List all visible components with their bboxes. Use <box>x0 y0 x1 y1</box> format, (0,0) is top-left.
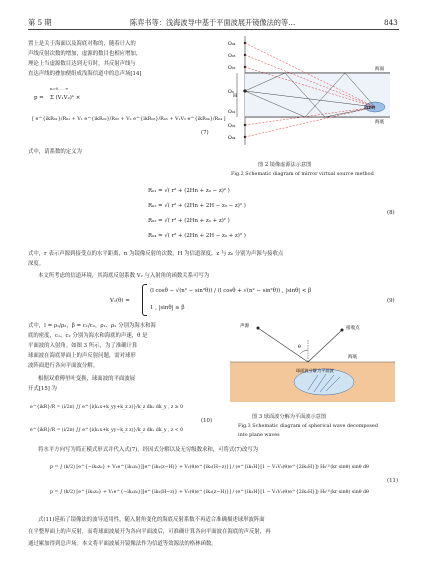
label-seabed: 海底 <box>348 355 358 360</box>
para-eq8-line-1: 式中，r 表示声源到接受点的水平距离，n 为镜像反射的次数，H 为信道深度，z 与 z₀ 分别为声源与接收点 <box>28 251 284 257</box>
para-after9-line-1: 式中，l = ρ₁/ρ₂，β = c₁/c₂，ρ₁、ρ₂ 分别为海水和海 <box>28 323 156 329</box>
label-o01: O₀₁ <box>228 110 236 115</box>
eq8-row-3: R₀₃ = √( r² + (2Hn + z₀ + z)² ) <box>148 218 230 224</box>
eq9-brace <box>142 284 147 316</box>
figure3-caption-cn: 图 3 球面波分解为平面波示意图 <box>252 414 327 420</box>
figure3-caption-en-1: Fig.3 Schematic diagram of spherical wave decomposed <box>238 423 378 429</box>
final-para-line-3: 通过累加得到总声场。本文将平面波展开镜像法作为信道等效源法的格林函数。 <box>28 541 217 547</box>
label-decomposition: 球面波分解为平面波 <box>296 368 334 373</box>
figure2-mirror-diagram <box>225 33 395 155</box>
running-title: 陈弈书等：浅海波导中基于平面波展开镜像法的等… <box>130 18 296 27</box>
intro-line-3: 理论上当虚源数目达到无穷时，其反射声线与 <box>28 61 136 67</box>
label-o0: O₀ <box>228 90 234 95</box>
eq7-bracket: [ e^{ikR₀₁}/R₀₁ + V₁ e^{ikR₀₂}/R₀₂ + V₂ e^{ikR₀₃}/R₀₃ + V₁V₂ e^{ikR₀₄}/R₀₄ ] <box>32 116 226 122</box>
para-after9-line-3: 平面波的入射角。如图 3 所示，为了准确计算 <box>28 343 138 349</box>
intro-line-1: 置上是关于海面以及海底对称的，随着计入的 <box>28 41 136 47</box>
eq8-number: (8) <box>387 210 395 216</box>
eq9-case-1: (l cosθ − √(n² − sin²θ)) / (l cosθ + √(n² − sin²θ)) , |sinθ| < β <box>150 288 312 294</box>
eq7-sum-limits: n=0 … ∞ <box>50 86 69 91</box>
intro-line-2: 声线反射次数的增加，虚源的数目也相应增加， <box>28 51 142 57</box>
para-fourier-line-2: 开式[15] 为 <box>28 386 57 392</box>
eq7-number: (7) <box>201 130 209 136</box>
eq9-number: (9) <box>387 298 395 304</box>
figure2-caption-en: Fig.2 Schematic diagram of mirror virtual source method <box>231 171 374 177</box>
label-o03: O₀₃ <box>228 54 236 59</box>
figure3-spherical-decomposition <box>230 320 395 408</box>
para-eq9-intro: 本文所考虑的信道环境，其海底反射系数 V₂ 与入射角的函数关系可写为 <box>38 273 210 279</box>
para-eq11: 将水平方向写为简正模式形式并代入式(7)，经因式分解以及无穷级数求和，可将式(7)改写为 <box>38 447 259 453</box>
label-h: H <box>233 94 238 99</box>
para-eq8-line-2: 深度。 <box>28 261 45 267</box>
eq10-row-1: e^{ikR}/R = (i/2π) ∫∫ e^{i(kₓx+k_yy+k_z z)}/k_z dkₓ dk_y , z ≥ 0 <box>30 405 184 410</box>
final-para-line-2: 在平整界面上的声反射，而将球面波展开为各向平面波后，可准确计算各向平面波在海底的声反射，再 <box>28 529 271 535</box>
intro-line-4: 直达声线的叠加便组成浅海信道中的总声场[14] <box>28 71 142 77</box>
label-o02: O₀₂ <box>228 66 236 71</box>
figure2-caption-cn: 图 2 镜像虚源法示意图 <box>258 162 312 168</box>
label-theta: θ <box>298 345 301 350</box>
label-sea-surface: 海面 <box>375 67 385 72</box>
eq9-lhs: V₁(θ) = <box>110 298 130 304</box>
eq10-number: (10) <box>201 418 213 424</box>
eq7-sum: Σ (V₁V₂)ⁿ × <box>50 95 81 101</box>
label-o04-mirror: O₀₄ <box>228 136 236 141</box>
label-source: 声源 <box>240 324 250 329</box>
eq11-number: (11) <box>387 478 399 484</box>
para-after9-line-2: 底的密度，c₁、c₂ 分别为海水和海底的声速，θ 是 <box>28 333 148 339</box>
eq7-followup: 式中，请系数的定义为 <box>28 149 82 155</box>
page-number: 843 <box>384 18 398 27</box>
final-para-line-1: 式(11)延拓了镜像法的波导适用性，随入射角变化的海底反射系数不再适合准确描述球形波阵面 <box>38 517 265 523</box>
eq10-row-2: e^{ikR}/R = (i/2π) ∫∫ e^{i(kₓx+k_yy−k_z z)}/k_z dkₓ dk_y , z < 0 <box>30 428 184 433</box>
figure3-caption-en-2: into plane waves <box>238 432 280 438</box>
label-receiver: P(r,z) <box>364 106 376 111</box>
eq8-row-4: R₀₄ = √( r² + (2Hn + 2H − z₀ + z)² ) <box>148 233 246 239</box>
para-after9-line-5: 波阵面进行各向平面波分解。 <box>28 363 99 369</box>
para-fourier-line-1: 根据双重傅里叶变换，球面波的平面波展 <box>38 376 136 382</box>
eq11-row-2: p = ∫ (k/2) [e^{ik₂z₀} + V₁e^{−ik₂z₀}][e^{ik₂(H−z)} + V₂(θ)e^{ik₂(z−H)}] / (e^{ik₂H}[1 − V₁V₂(θ)e^{2ik₂H}]) H₀⁽¹⁾(kr sinθ) sinθ dθ <box>50 490 369 495</box>
header-rule <box>28 29 399 30</box>
eq8-row-2: R₀₂ = √( r² + (2Hn + 2H − z₀ − z)² ) <box>148 203 246 209</box>
label-o04: O₀₄ <box>228 42 236 47</box>
eq8-row-1: R₀₁ = √( r² + (2Hn + z₀ − z)² ) <box>148 188 230 194</box>
journal-issue: 第 5 期 <box>28 18 52 27</box>
eq7-lead: p = <box>34 95 44 101</box>
eq11-row-1: p = ∫ (k/2) [e^{−ik₂z₀} + V₁e^{ik₂z₀}][e^{ik₂(z−H)} + V₂(θ)e^{ik₂(H−z)}] / (e^{ik₂H}[1 − V₁V₂(θ)e^{2ik₂H}]) H₀⁽¹⁾(kr sinθ) sinθ dθ <box>50 465 369 470</box>
label-o02-mirror: O₀₂ <box>228 124 236 129</box>
label-sea-bottom: 海底 <box>375 120 385 125</box>
label-receiver: 接收点 <box>346 326 360 331</box>
para-after9-line-4: 球面波在海底界面上的声反射问题，需对球形 <box>28 353 136 359</box>
eq9-case-2: 1 , |sinθ| ≥ β <box>150 305 185 311</box>
